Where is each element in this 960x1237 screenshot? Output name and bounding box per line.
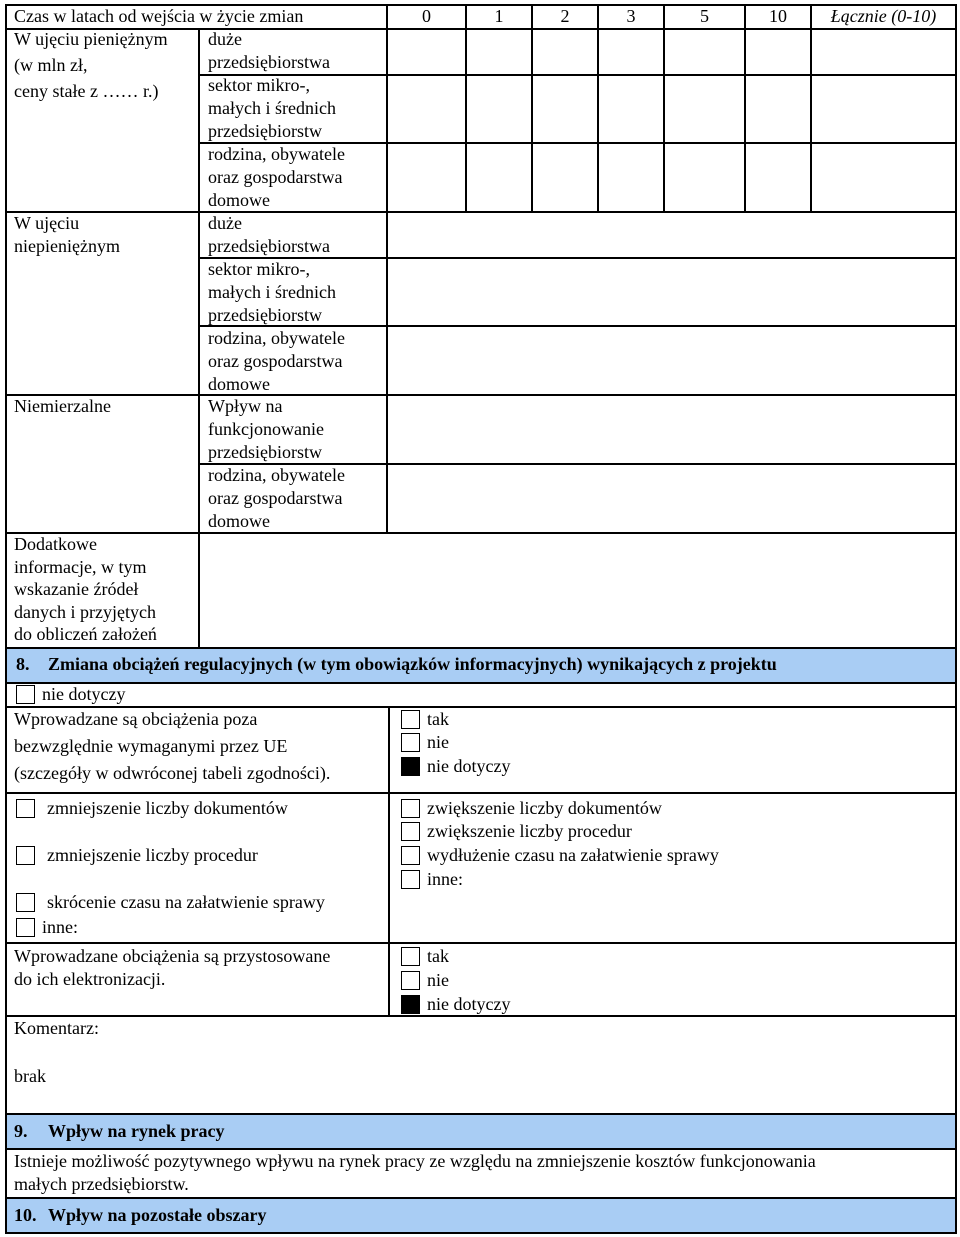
decrease-documents-label: zmniejszenie liczby dokumentów <box>47 798 288 818</box>
section-10-title: Wpływ na pozostałe obszary <box>48 1205 267 1225</box>
q1-nie-dotyczy-checkbox[interactable] <box>401 757 420 776</box>
year-5: 5 <box>700 6 709 26</box>
q2-nie-label: nie <box>427 970 449 990</box>
section-9-title: Wpływ na rynek pracy <box>48 1121 225 1141</box>
section-9-number: 9. <box>14 1121 28 1141</box>
table-header-label: Czas w latach od wejścia w życie zmian <box>14 6 304 26</box>
q2-nie-checkbox[interactable] <box>401 971 420 990</box>
additional-info-field[interactable] <box>200 534 954 646</box>
section-8-number: 8. <box>16 654 30 674</box>
increase-other-checkbox[interactable] <box>401 870 420 889</box>
q2-nie-dotyczy-label: nie dotyczy <box>427 994 511 1014</box>
q1-nie-dotyczy-label: nie dotyczy <box>427 756 511 776</box>
decrease-time-label: skrócenie czasu na załatwienie sprawy <box>47 892 325 912</box>
q2-nie-dotyczy-checkbox[interactable] <box>401 995 420 1014</box>
q1-tak-label: tak <box>427 709 449 729</box>
comment-label: Komentarz: <box>14 1018 99 1038</box>
decrease-documents-checkbox[interactable] <box>16 799 35 818</box>
section-8-title: Zmiana obciążeń regulacyjnych (w tym obowiązków informacyjnych) wynikających z projektu <box>48 654 777 674</box>
q2-tak-label: tak <box>427 946 449 966</box>
q1-tak-checkbox[interactable] <box>401 710 420 729</box>
increase-time-checkbox[interactable] <box>401 846 420 865</box>
decrease-procedures-checkbox[interactable] <box>16 846 35 865</box>
increase-documents-checkbox[interactable] <box>401 799 420 818</box>
q2-tak-checkbox[interactable] <box>401 947 420 966</box>
year-0: 0 <box>422 6 431 26</box>
section-10-number: 10. <box>14 1205 37 1225</box>
increase-other-label: inne: <box>427 869 463 889</box>
increase-procedures-label: zwiększenie liczby procedur <box>427 821 632 841</box>
year-1: 1 <box>494 6 504 26</box>
q1-nie-label: nie <box>427 732 449 752</box>
year-2: 2 <box>560 6 570 26</box>
unmeasurable-label: Niemierzalne <box>14 396 111 416</box>
not-applicable-label: nie dotyczy <box>42 684 126 704</box>
not-applicable-checkbox[interactable] <box>16 685 35 704</box>
increase-documents-label: zwiększenie liczby dokumentów <box>427 798 662 818</box>
decrease-other-checkbox[interactable] <box>16 918 35 937</box>
increase-procedures-checkbox[interactable] <box>401 822 420 841</box>
q1-nie-checkbox[interactable] <box>401 733 420 752</box>
year-total: Łącznie (0-10) <box>830 6 937 26</box>
decrease-other-label: inne: <box>42 917 78 937</box>
comment-value[interactable]: brak <box>14 1066 46 1086</box>
year-10: 10 <box>769 6 787 26</box>
decrease-time-checkbox[interactable] <box>16 893 35 912</box>
increase-time-label: wydłużenie czasu na załatwienie sprawy <box>427 845 719 865</box>
decrease-procedures-label: zmniejszenie liczby procedur <box>47 845 258 865</box>
year-3: 3 <box>626 6 636 26</box>
